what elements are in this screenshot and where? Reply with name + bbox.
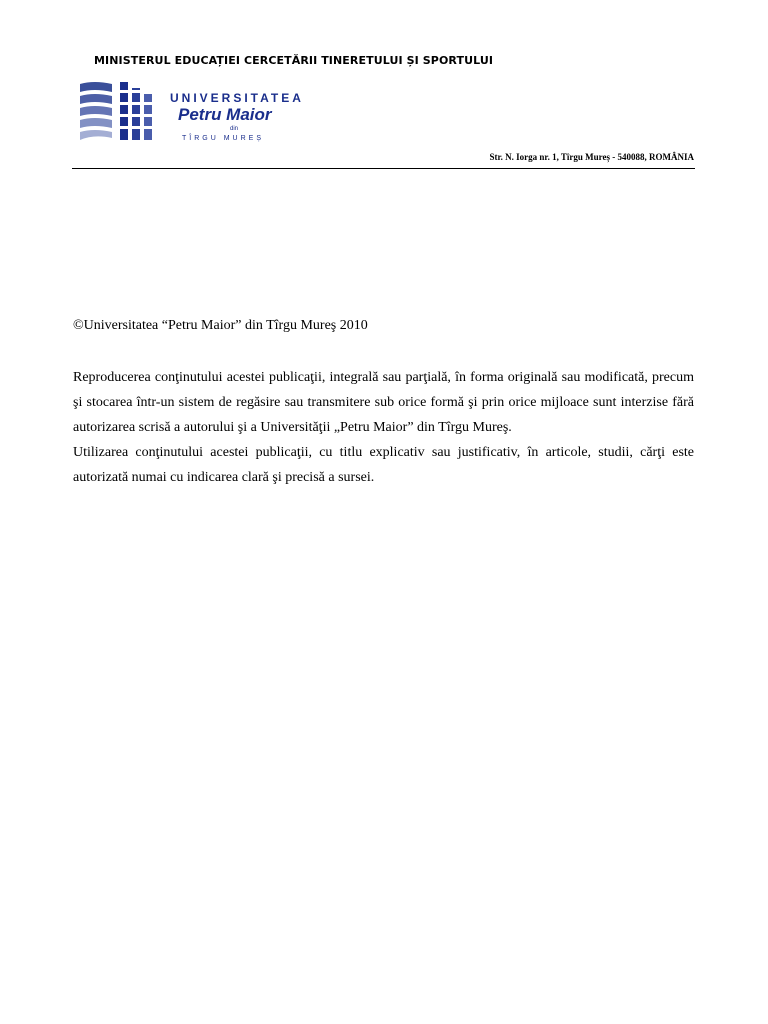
rights-statement (73, 365, 694, 490)
logo-emblem-icon (80, 82, 152, 140)
logo-line-tirgu-mures: TÎRGU MUREȘ (182, 135, 264, 142)
ministry-heading: MINISTERUL EDUCAȚIEI CERCETĂRII TINERETULUI ȘI SPORTULUI (94, 54, 494, 67)
logo-line-universitatea: UNIVERSITATEA (170, 91, 304, 105)
rights-paragraph-usage: Utilizarea conţinutului acestei publicaţii, cu titlu explicativ sau justificativ, în articole, studii, cărţi este autorizată numai cu indicarea clară şi precisă a sursei. (73, 445, 694, 485)
university-address: Str. N. Iorga nr. 1, Tîrgu Mureș - 540088, ROMÂNIA (489, 152, 694, 162)
copyright-notice: ©Universitatea “Petru Maior” din Tîrgu Mureş 2010 (73, 318, 368, 333)
header-divider (72, 168, 695, 169)
rights-paragraph-reproduction: Reproducerea conţinutului acestei publicaţii, integrală sau parţială, în forma originală sau modificată, precum şi stocarea într-un sistem de regăsire sau transmitere sub orice formă şi prin orice mijloace sunt interzise fără autorizarea scrisă a autorului şi a Universităţii „Petru Maior” din Tîrgu Mureş. (73, 370, 694, 435)
logo-line-din: din (230, 126, 239, 132)
university-logo (74, 76, 312, 152)
logo-line-petru-maior: Petru Maior (178, 105, 272, 124)
